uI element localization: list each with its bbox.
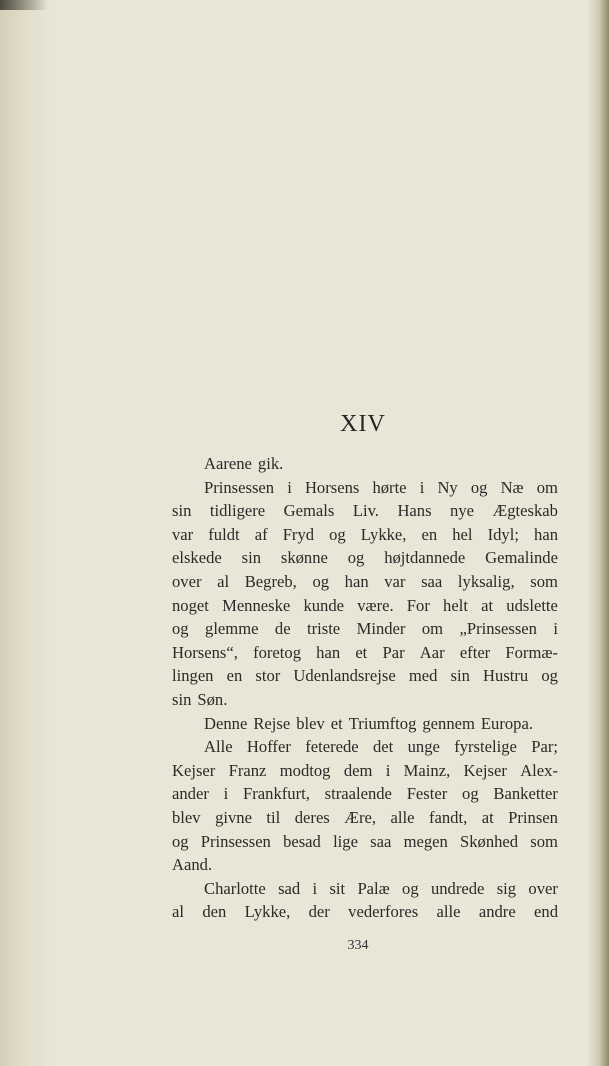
word: givne	[215, 807, 252, 827]
word: at	[481, 807, 494, 827]
word: straalende	[324, 784, 392, 804]
text-line	[172, 523, 558, 547]
word: at	[481, 595, 494, 615]
word: fyrstelige	[454, 737, 517, 757]
text-line	[172, 499, 558, 523]
word: gennem	[422, 713, 475, 733]
text-line	[172, 664, 558, 688]
word: Horsens“,	[172, 642, 238, 662]
word: han	[344, 571, 369, 591]
word: og	[541, 666, 558, 686]
word: udslette	[506, 595, 558, 615]
word: og	[172, 619, 189, 639]
word: og	[347, 548, 365, 568]
word: gik.	[257, 454, 284, 473]
word: modtog	[279, 760, 331, 780]
word: i	[223, 784, 229, 804]
word: om	[421, 619, 444, 639]
word: Aand.	[172, 855, 213, 875]
word: om	[536, 477, 558, 497]
word: den	[202, 902, 227, 922]
word: Fester	[406, 784, 448, 804]
scan-corner-mark	[0, 0, 48, 10]
word: al	[172, 902, 184, 922]
word: og	[312, 571, 330, 591]
word: han	[534, 524, 558, 544]
word: Lykke,	[244, 902, 291, 922]
word: triste	[306, 619, 341, 639]
word: højtdannede	[384, 548, 466, 568]
word: var	[384, 571, 406, 591]
page-number: 334	[347, 938, 369, 953]
word: han	[316, 642, 341, 662]
page-edge-strip	[587, 0, 609, 1066]
word: lige	[333, 831, 358, 851]
word: Horsens	[304, 477, 360, 497]
text-line	[172, 735, 558, 759]
word: Rejse	[253, 713, 291, 733]
word: de	[274, 619, 291, 639]
word: over	[528, 878, 558, 898]
word: blev	[296, 713, 325, 733]
word: og	[172, 831, 189, 851]
word: var	[172, 524, 194, 544]
word: end	[534, 902, 558, 922]
text-line	[172, 900, 558, 924]
word: hel	[452, 524, 473, 544]
word: Europa.	[480, 713, 533, 733]
word: Idyl;	[487, 524, 519, 544]
word: Kejser	[463, 760, 507, 780]
word: Hustru	[483, 666, 529, 686]
text-line	[172, 452, 558, 476]
word: være.	[357, 595, 394, 615]
word: Mainz,	[403, 760, 451, 780]
word: „Prinsessen	[459, 619, 537, 639]
text-line	[172, 546, 558, 570]
word: Banketter	[493, 784, 558, 804]
word: sig	[496, 878, 517, 898]
word: Alex-	[520, 760, 558, 780]
word: saa	[421, 571, 443, 591]
text-line	[172, 476, 558, 500]
word: Ægteskab	[492, 501, 558, 521]
word: Hoffer	[246, 737, 291, 757]
text-line	[172, 759, 558, 783]
word: og	[462, 784, 479, 804]
word: og	[470, 477, 488, 497]
word: Palæ	[357, 878, 390, 898]
word: i	[553, 619, 558, 639]
word: Ære,	[344, 807, 377, 827]
word: undrede	[430, 878, 485, 898]
word: Aarene	[204, 454, 252, 473]
page-gutter-shadow	[0, 0, 52, 1066]
word: Par	[382, 642, 405, 662]
word: som	[530, 831, 558, 851]
word: sad	[278, 878, 301, 898]
word: Triumftog	[348, 713, 417, 733]
word: Gemalinde	[485, 548, 558, 568]
word: af	[254, 524, 268, 544]
word: noget	[172, 595, 209, 615]
word: Minder	[356, 619, 406, 639]
text-line	[172, 641, 558, 665]
word: besad	[283, 831, 321, 851]
word: sit	[329, 878, 346, 898]
word: Udenlandsrejse	[293, 666, 396, 686]
text-line	[172, 877, 558, 901]
word: sin	[450, 666, 470, 686]
word: blev	[172, 807, 201, 827]
word: Aar	[419, 642, 445, 662]
word: Par;	[531, 737, 558, 757]
word: fandt,	[428, 807, 468, 827]
word: Denne	[204, 713, 248, 733]
word: Alle	[204, 737, 233, 757]
word: det	[372, 737, 394, 757]
word: Franz	[228, 760, 267, 780]
word: Prinsen	[508, 807, 558, 827]
word: Fryd	[282, 524, 315, 544]
word: andre	[478, 902, 516, 922]
word: en	[421, 524, 438, 544]
word: Lykke,	[360, 524, 407, 544]
text-line	[172, 782, 558, 806]
word: For	[406, 595, 430, 615]
word: et	[355, 642, 368, 662]
word: alle	[436, 902, 461, 922]
word: saa	[370, 831, 392, 851]
word: dem	[343, 760, 373, 780]
word: feterede	[305, 737, 359, 757]
word: i	[312, 878, 318, 898]
word: stor	[255, 666, 281, 686]
word: deres	[294, 807, 330, 827]
word: glemme	[205, 619, 259, 639]
word: med	[408, 666, 438, 686]
word: Søn.	[197, 689, 228, 709]
word: Kejser	[172, 760, 216, 780]
word: i	[419, 477, 425, 497]
word: som	[530, 571, 558, 591]
word: foretog	[253, 642, 301, 662]
word: Ny	[437, 477, 458, 497]
word: Frankfurt,	[243, 784, 310, 804]
word: al	[217, 571, 230, 591]
word: i	[287, 477, 292, 497]
word: sin	[172, 689, 192, 709]
word: unge	[407, 737, 440, 757]
word: vederfores	[348, 902, 419, 922]
chapter-heading: XIV	[340, 411, 386, 437]
word: sin	[241, 548, 261, 568]
word: der	[308, 902, 330, 922]
text-line	[172, 594, 558, 618]
word: hørte	[372, 477, 407, 497]
word: lyksalig,	[457, 571, 515, 591]
text-line	[172, 570, 558, 594]
word: Charlotte	[204, 878, 266, 898]
word: skønne	[280, 548, 328, 568]
word: Begreb,	[244, 571, 297, 591]
text-line	[172, 712, 558, 736]
word: lingen	[172, 666, 214, 686]
word: og	[329, 524, 346, 544]
word: Prinsessen	[200, 831, 271, 851]
word: megen	[403, 831, 448, 851]
word: Prinsessen	[204, 477, 275, 497]
word: Næ	[500, 477, 524, 497]
text-line	[172, 617, 558, 641]
text-line	[172, 830, 558, 854]
word: ander	[172, 784, 209, 804]
word: i	[385, 760, 391, 780]
word: fuldt	[208, 524, 240, 544]
word: Skønhed	[460, 831, 519, 851]
word: en	[226, 666, 243, 686]
word: tidligere	[209, 501, 266, 521]
word: og	[402, 878, 419, 898]
word: kunde	[303, 595, 345, 615]
word: nye	[450, 501, 474, 521]
word: helt	[443, 595, 468, 615]
word: Liv.	[352, 501, 379, 521]
word: Formæ-	[505, 642, 558, 662]
body-text	[172, 452, 558, 924]
word: Gemals	[283, 501, 335, 521]
word: elskede	[172, 548, 222, 568]
word: til	[266, 807, 281, 827]
word: et	[330, 713, 343, 733]
text-line	[172, 853, 558, 877]
word: efter	[459, 642, 491, 662]
word: Hans	[397, 501, 432, 521]
word: over	[172, 571, 202, 591]
text-line	[172, 806, 558, 830]
word: alle	[390, 807, 415, 827]
word: sin	[172, 501, 192, 521]
word: Menneske	[222, 595, 291, 615]
text-line	[172, 688, 558, 712]
